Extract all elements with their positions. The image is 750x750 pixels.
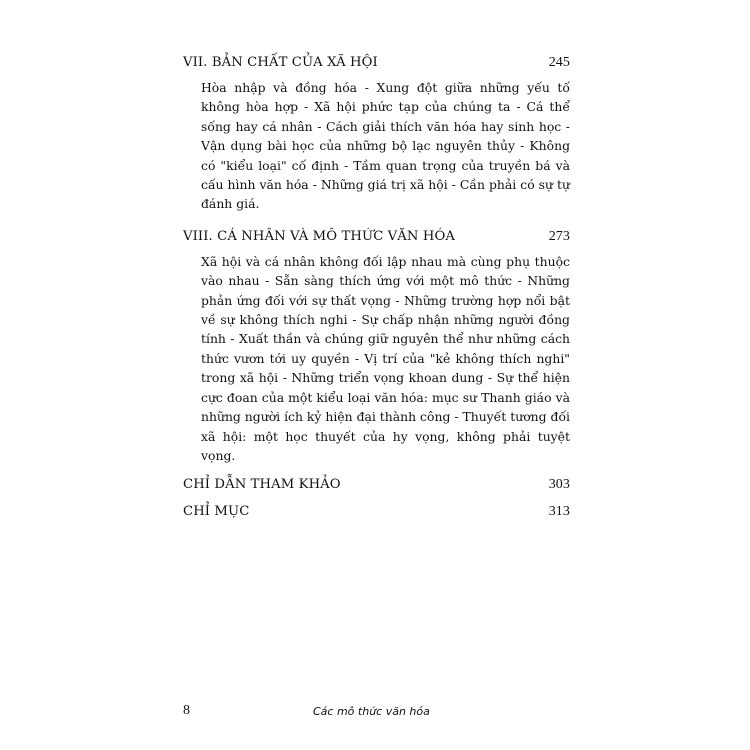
chapter-summary: Xã hội và cá nhân không đối lập nhau mà cùng phụ thuộc vào nhau - Sẵn sàng thích ứng với một mô thức - Những phản ứng đối với sự thất vọng - Những trường hợp nổi bật về sự không thích nghi - Sự chấp nhận những người đồng tính - Xuất thần và chúng giữ nguyên thể như những cách thức vươn tới uy quyền - Vị trí của "kẻ không thích nghi" trong xã hội - Những triển vọng khoan dung - Sự thể hiện cực đoan của một kiểu loại văn hóa: mục sư Thanh giáo và những người ích kỷ hiện đại thành công - Thuyết tương đối xã hội: một học thuyết của hy vọng, không phải tuyệt vọng. bbox=[201, 253, 570, 463]
chapter-page-number: 273 bbox=[548, 228, 570, 244]
toc-entry-chapter-7 bbox=[183, 53, 570, 214]
page-footer bbox=[183, 701, 570, 721]
toc-entry-references bbox=[183, 475, 570, 494]
chapter-summary: Hòa nhập và đồng hóa - Xung đột giữa những yếu tố không hòa hợp - Xã hội phức tạp của chúng ta - Cá thể sống hay cá nhân - Cách giải thích văn hóa hay sinh học - Vận dụng bài học của những bộ lạc nguyên thủy - Không có "kiểu loại" cố định - Tầm quan trọng của truyền bá và cấu hình văn hóa - Những giá trị xã hội - Cần phải có sự tự đánh giá. bbox=[201, 80, 570, 212]
section-page-number: 313 bbox=[548, 504, 570, 520]
running-title: Các mô thức văn hóa bbox=[313, 705, 430, 718]
toc-entry-header bbox=[183, 227, 570, 246]
section-title: CHỈ DẪN THAM KHẢO bbox=[183, 477, 341, 493]
toc-entry-header bbox=[183, 502, 570, 521]
toc-entry-index bbox=[183, 502, 570, 521]
toc-entry-chapter-8 bbox=[183, 227, 570, 465]
chapter-title: VIII. CÁ NHÂN VÀ MÔ THỨC VĂN HÓA bbox=[183, 228, 455, 244]
chapter-title: VII. BẢN CHẤT CỦA XÃ HỘI bbox=[183, 55, 378, 70]
table-of-contents bbox=[183, 53, 570, 521]
section-page-number: 303 bbox=[548, 477, 570, 493]
chapter-page-number: 245 bbox=[548, 55, 570, 70]
toc-entry-header bbox=[183, 53, 570, 72]
toc-entry-header bbox=[183, 475, 570, 494]
footer-page-number: 8 bbox=[183, 703, 190, 718]
section-title: CHỈ MỤC bbox=[183, 504, 250, 520]
